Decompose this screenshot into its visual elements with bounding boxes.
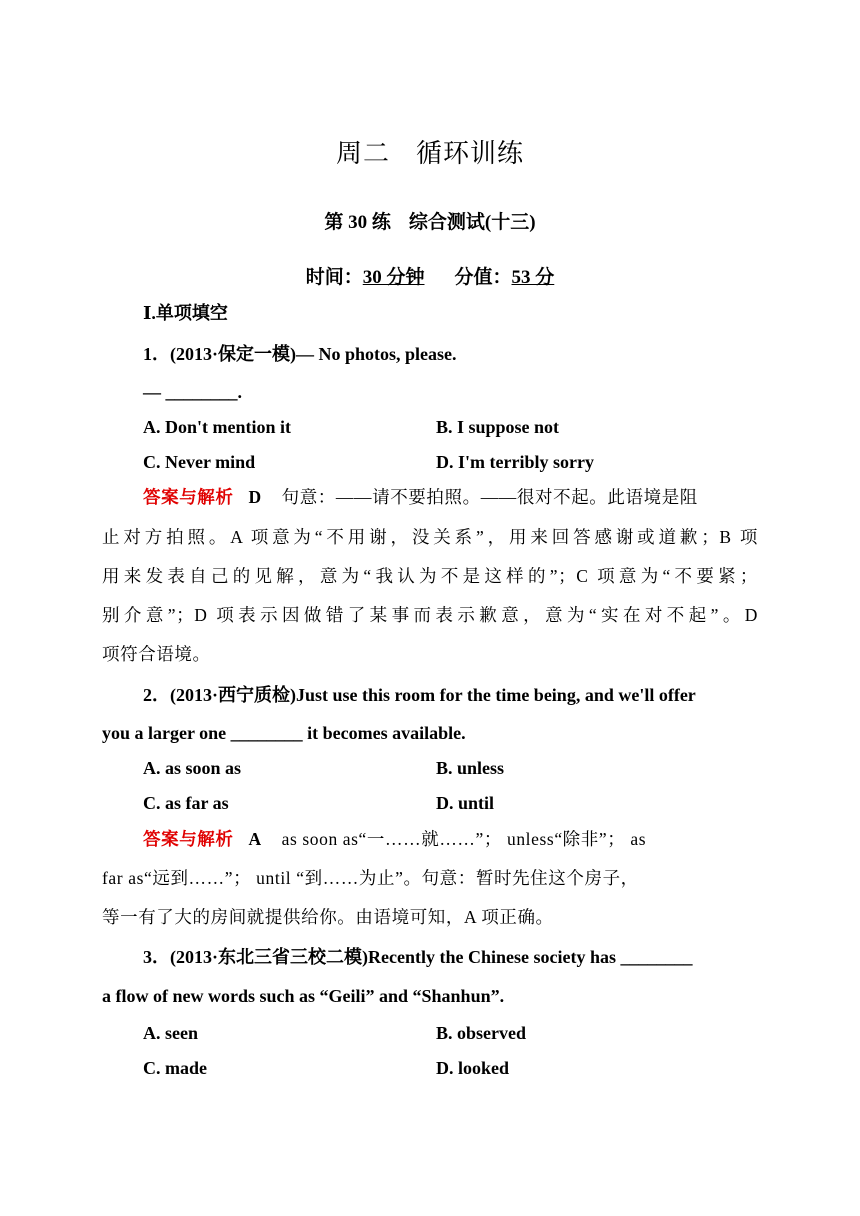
title-topic: 循环训练 — [416, 139, 525, 168]
page-title — [0, 133, 860, 170]
option-a: A. as soon as — [143, 758, 242, 778]
explanation-line: far as“远到……”； until “到……为止”。句意：暂时先住这个房子， — [102, 868, 639, 888]
explanation-line — [143, 827, 763, 851]
answer-label: 答案与解析 — [143, 487, 234, 507]
option-c: C. Never mind — [143, 452, 256, 472]
question-stem: 3．(2013·东北三省三校二模)Recently the Chinese society has ________ — [143, 947, 693, 967]
explanation-text: 句意：——请不要拍照。——很对不起。此语境是阻 — [281, 487, 698, 507]
option-d: D. looked — [436, 1058, 510, 1078]
explanation-line: 项符合语境。 — [102, 644, 211, 664]
explanation-line: 止对方拍照。A 项意为“不用谢，没关系”，用来回答感谢或道歉；B 项 — [102, 527, 758, 547]
question-stem: a flow of new words such as “Geili” and “Shanhun”. — [102, 986, 505, 1006]
explanation-text: as soon as“一……就……”； unless“除非”； as — [281, 829, 647, 849]
time-value: 30 分钟 — [362, 267, 425, 288]
option-c: C. made — [143, 1058, 207, 1078]
option-b: B. unless — [436, 758, 505, 778]
section-heading: Ⅰ.单项填空 — [143, 303, 228, 323]
option-a: A. Don't mention it — [143, 417, 291, 437]
question-stem: 2．(2013·西宁质检)Just use this room for the time being, and we'll offer — [143, 685, 696, 705]
explanation-line: 等一有了大的房间就提供给你。由语境可知，A 项正确。 — [102, 907, 554, 927]
exercise-name: 综合测试(十三) — [408, 212, 536, 233]
exercise-number: 第 30 练 — [324, 212, 391, 233]
title-day: 周二 — [335, 139, 390, 168]
time-label: 时间： — [305, 267, 363, 288]
page-subtitle — [0, 207, 860, 234]
explanation-line: 别介意”；D 项表示因做错了某事而表示歉意，意为“实在对不起”。D — [102, 605, 758, 625]
explanation-line — [143, 485, 763, 509]
option-a: A. seen — [143, 1023, 198, 1043]
question-stem: 1．(2013·保定一模)— No photos, please. — [143, 344, 457, 364]
answer-letter: D — [248, 487, 262, 507]
score-label: 分值： — [454, 267, 512, 288]
explanation-line: 用来发表自己的见解，意为“我认为不是这样的”；C 项意为“不要紧； — [102, 566, 758, 586]
question-stem: — ________. — [143, 382, 242, 402]
option-b: B. I suppose not — [436, 417, 560, 437]
option-c: C. as far as — [143, 793, 229, 813]
question-stem: you a larger one ________ it becomes available. — [102, 723, 466, 743]
answer-letter: A — [248, 829, 262, 849]
option-d: D. until — [436, 793, 495, 813]
score-value: 53 分 — [511, 267, 555, 288]
time-score-line — [0, 262, 860, 289]
answer-label: 答案与解析 — [143, 829, 234, 849]
option-b: B. observed — [436, 1023, 526, 1043]
option-d: D. I'm terribly sorry — [436, 452, 594, 472]
